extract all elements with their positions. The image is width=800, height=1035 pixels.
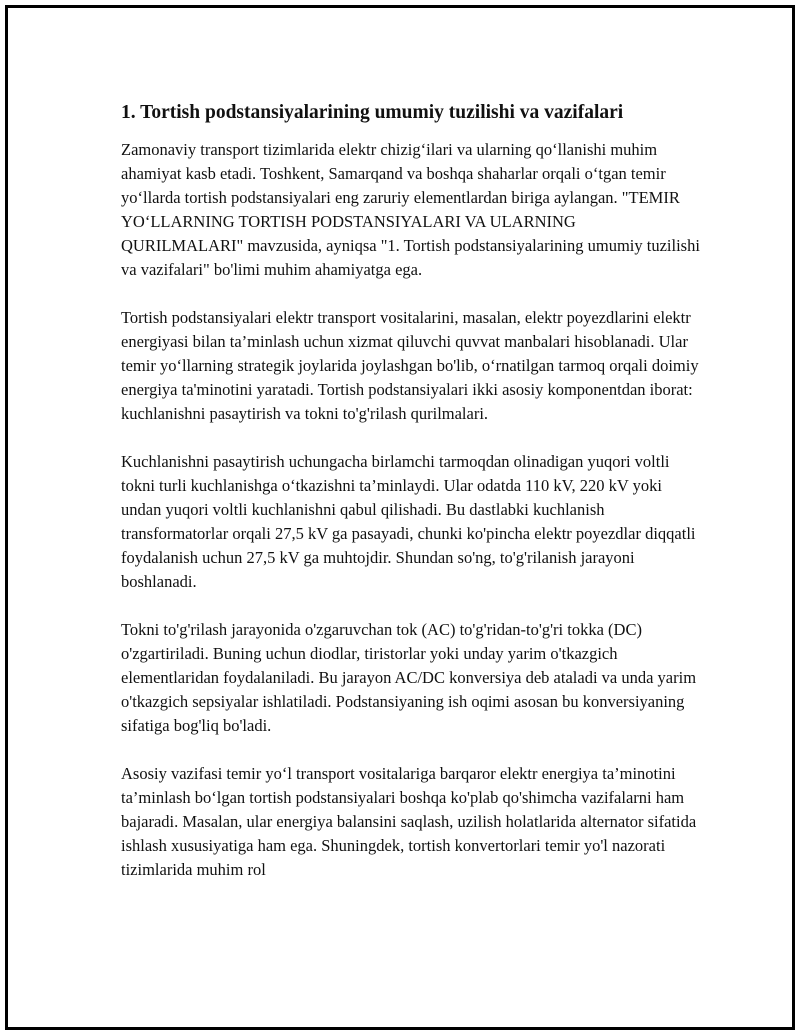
paragraph-introduction: Zamonaviy transport tizimlarida elektr chizig‘ilari va ularning qo‘llanishi muhim ahamiyat kasb etadi. Toshkent, Samarqand va boshqa shaharlar orqali o‘tgan temir yo‘llarda tortish podstansiyalari eng zaruriy elementlardan biriga aylangan. "TEMIR YO‘LLARNING TORTISH PODSTANSIYALARI VA ULARNING QURILMALARI" mavzusida, ayniqsa "1. Tortish podstansiyalarining umumiy tuzilishi va vazifalari" bo'limi muhim ahamiyatga ega. (121, 140, 700, 279)
document-body (121, 100, 701, 906)
section-title: 1. Tortish podstansiyalarining umumiy tuzilishi va vazifalari (121, 102, 624, 123)
paragraph-voltage-reduction: Kuchlanishni pasaytirish uchungacha birlamchi tarmoqdan olinadigan yuqori voltli tokni turli kuchlanishga o‘tkazishni ta’minlaydi. Ular odatda 110 kV, 220 kV yoki undan yuqori voltli kuchlanishni qabul qilishadi. Bu dastlabki kuchlanish transformatorlar orqali 27,5 kV ga pasayadi, chunki ko'pincha elektr poyezdlar diqqatli foydalanish uchun 27,5 kV ga muhtojdir. Shundan so'ng, to'g'rilanish jarayoni boshlanadi. (121, 452, 696, 591)
page-frame (5, 5, 795, 1030)
paragraph-functions: Asosiy vazifasi temir yo‘l transport vositalariga barqaror elektr energiya ta’minotini ta’minlash bo‘lgan tortish podstansiyalari boshqa ko'plab qo'shimcha vazifalarni ham bajaradi. Masalan, ular energiya balansini saqlash, uzilish holatlarida alternator sifatida ishlash xususiyatiga ham ega. Shuningdek, tortish konvertorlari temir yo'l nazorati tizimlarida muhim rol (121, 764, 697, 879)
paragraph-rectification: Tokni to'g'rilash jarayonida o'zgaruvchan tok (AC) to'g'ridan-to'g'ri tokka (DC) o'zgartiriladi. Buning uchun diodlar, tiristorlar yoki unday yarim o'tkazgich elementlaridan foydalaniladi. Bu jarayon AC/DC konversiya deb ataladi va unda yarim o'tkazgich sepsiyalar ishlatiladi. Podstansiyaning ish oqimi asosan bu konversiyaning sifatiga bog'liq bo'ladi. (121, 620, 697, 735)
paragraph-definition: Tortish podstansiyalari elektr transport vositalarini, masalan, elektr poyezdlarini elektr energiyasi bilan ta’minlash uchun xizmat qiluvchi quvvat manbalari hisoblanadi. Ular temir yo‘llarning strategik joylarida joylashgan bo'lib, o‘rnatilgan tarmoq orqali doimiy energiya ta'minotini yaratadi. Tortish podstansiyalari ikki asosiy komponentdan iborat: kuchlanishni pasaytirish va tokni to'g'rilash qurilmalari. (121, 308, 699, 423)
